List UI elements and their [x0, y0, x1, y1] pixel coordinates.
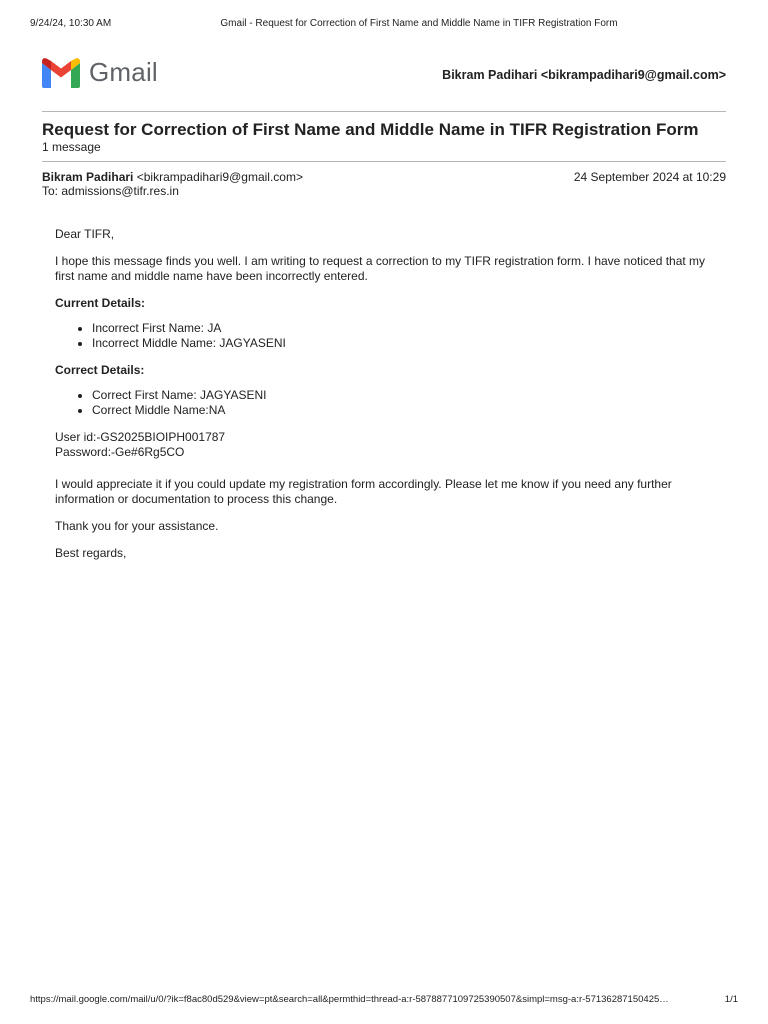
- list-item: • Incorrect First Name: JA: [92, 321, 715, 336]
- request-paragraph: I would appreciate it if you could update my registration form accordingly. Please let me know if you need any further information or documentation to process this change.: [55, 477, 672, 506]
- gmail-header: [42, 55, 726, 95]
- thread-subject: Request for Correction of First Name and Middle Name in TIFR Registration Form: [42, 120, 699, 139]
- list-item: • Correct Middle Name:NA: [92, 403, 715, 418]
- sender-name: Bikram Padihari: [42, 170, 134, 184]
- gmail-wordmark: Gmail: [89, 57, 158, 87]
- gmail-m-icon: [42, 58, 80, 88]
- print-footer: [30, 994, 738, 1008]
- print-datetime: 9/24/24, 10:30 AM: [30, 18, 112, 29]
- sender-email: <bikrampadihari9@gmail.com>: [136, 170, 303, 184]
- thanks-line: Thank you for your assistance.: [55, 519, 219, 533]
- user-id: User id:-GS2025BIOIPH001787: [55, 430, 226, 444]
- message-body: [55, 227, 715, 561]
- list-item: • Correct First Name: JAGYASENI: [92, 388, 715, 403]
- print-page-title: Gmail - Request for Correction of First Name and Middle Name in TIFR Registration Form: [220, 18, 618, 29]
- divider: [42, 161, 726, 162]
- password: Password:-Ge#6Rg5CO: [55, 445, 185, 459]
- greeting: Dear TIFR,: [55, 227, 115, 241]
- print-header: [30, 18, 738, 32]
- current-details-list: [55, 321, 715, 351]
- list-item: • Incorrect Middle Name: JAGYASENI: [92, 336, 715, 351]
- correct-details-list: [55, 388, 715, 418]
- intro-paragraph: I hope this message finds you well. I am writing to request a correction to my TIFR registration form. I have noticed that my first name and middle name have been incorrectly entered.: [55, 254, 706, 283]
- page-url: https://mail.google.com/mail/u/0/?ik=f8ac80d529&view=pt&search=all&permthid=thread-a:r-5878877109725390507&simpl=msg-a:r-57136287150425…: [30, 994, 669, 1005]
- page-count: 1/1: [724, 994, 738, 1005]
- account-label: Bikram Padihari <bikrampadihari9@gmail.com>: [442, 68, 726, 82]
- recipient-line: To: admissions@tifr.res.in: [42, 184, 179, 198]
- correct-details-heading: Correct Details:: [55, 363, 145, 377]
- closing-line: Best regards,: [55, 546, 127, 560]
- current-details-heading: Current Details:: [55, 296, 146, 310]
- sender-line: [42, 170, 303, 184]
- divider: [42, 111, 726, 112]
- message-count: 1 message: [42, 140, 101, 154]
- message-date: 24 September 2024 at 10:29: [573, 170, 726, 184]
- gmail-logo: [42, 57, 158, 88]
